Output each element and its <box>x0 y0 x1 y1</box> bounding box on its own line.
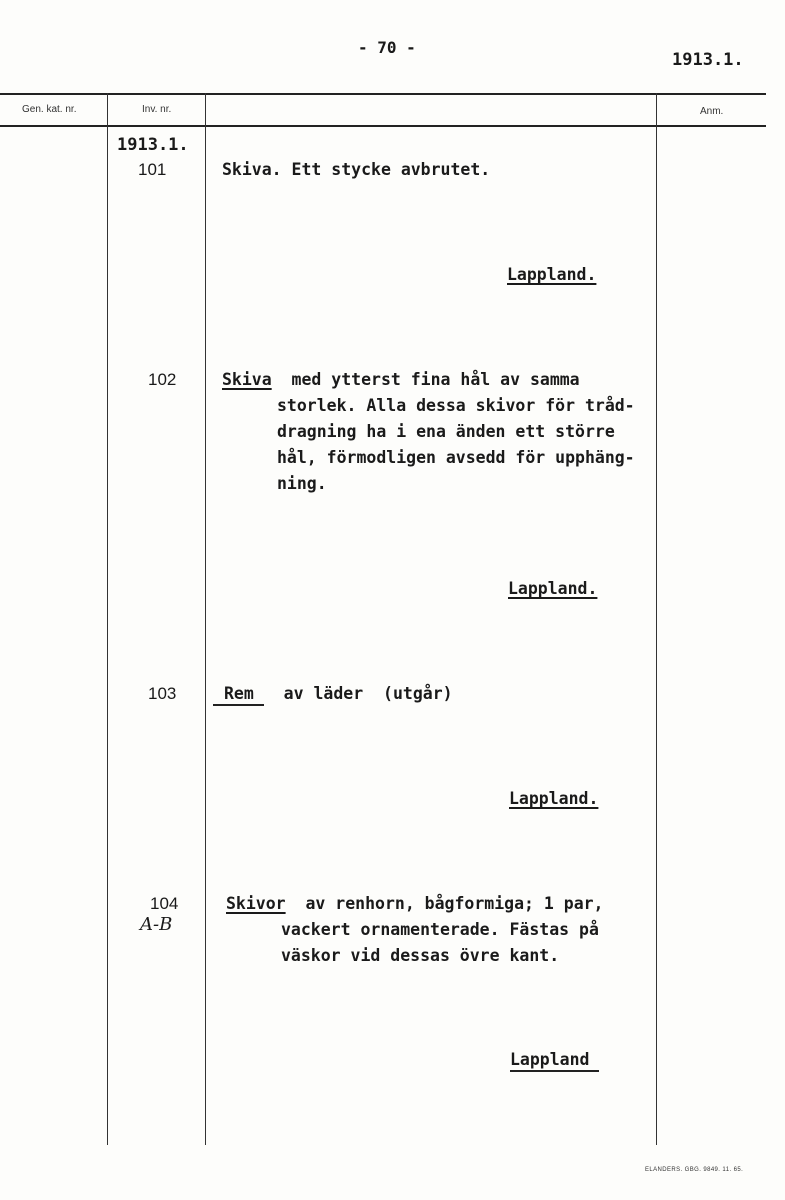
printer-imprint: ELANDERS. GBG. 9849. 11. 65. <box>645 1167 744 1173</box>
entry-keyword: Rem <box>213 684 264 706</box>
column-divider-3 <box>656 93 657 1145</box>
inv-number-103: 103 <box>148 684 177 703</box>
entry-description: av renhorn, bågformiga; 1 par, <box>285 894 604 913</box>
entry-102-line-5: ning. <box>277 474 327 493</box>
column-header-gen-kat-nr: Gen. kat. nr. <box>22 104 77 115</box>
entry-description: av läder (utgår) <box>263 684 453 703</box>
column-header-anm: Anm. <box>700 106 724 117</box>
accession-number-header: 1913.1. <box>672 50 744 70</box>
entry-103-place: Lappland. <box>509 789 599 808</box>
accession-label: 1913.1. <box>117 135 189 155</box>
entry-keyword: Skiva. <box>222 160 282 179</box>
entry-description: med ytterst fina hål av samma <box>271 370 580 389</box>
inv-number-104: 104 <box>150 894 179 913</box>
entry-keyword: Skiva <box>222 370 272 389</box>
entry-103-text <box>213 681 453 707</box>
entry-101-place: Lappland. <box>507 265 597 284</box>
column-divider-1 <box>107 93 108 1145</box>
entry-104-line-2: vackert ornamenterade. Fästas på <box>281 920 599 939</box>
header-top-rule <box>0 93 766 95</box>
entry-keyword: Skivor <box>226 894 286 913</box>
header-bottom-rule <box>0 125 766 127</box>
entry-102-first-line <box>222 367 580 393</box>
column-header-inv-nr: Inv. nr. <box>142 104 172 115</box>
entry-104-place <box>510 1047 599 1073</box>
entry-104-first-line <box>226 891 604 917</box>
page-number: - 70 - <box>358 38 416 57</box>
inv-number-101: 101 <box>138 160 167 179</box>
entry-104-line-3: väskor vid dessas övre kant. <box>281 946 560 965</box>
column-divider-2 <box>205 93 206 1145</box>
inv-number-102: 102 <box>148 370 177 389</box>
entry-102-place: Lappland. <box>508 579 598 598</box>
entry-102-line-4: hål, förmodligen avsedd för upphäng- <box>277 448 635 467</box>
place-label: Lappland <box>510 1050 599 1072</box>
entry-102-line-2: storlek. Alla dessa skivor för tråd- <box>277 396 635 415</box>
entry-101-text <box>222 157 490 183</box>
entry-102-line-3: dragning ha i ena änden ett större <box>277 422 615 441</box>
entry-description: Ett stycke avbrutet. <box>281 160 491 179</box>
handwritten-inv-note: A-B <box>140 914 173 935</box>
